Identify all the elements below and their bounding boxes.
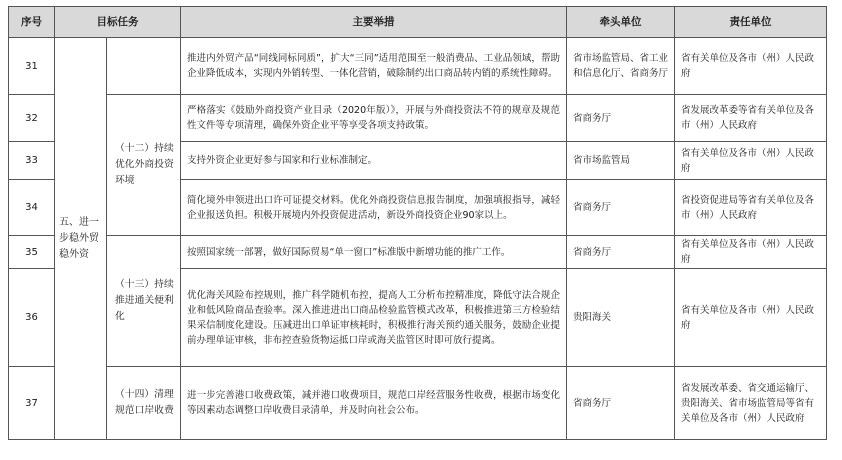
- lead-unit: 省商务厅: [567, 236, 675, 269]
- resp-unit: 省有关单位及各市（州）人民政府: [675, 236, 827, 269]
- subtask-14: （十四）清理规范口岸收费: [107, 367, 181, 440]
- lead-unit: 省市场监管局: [567, 142, 675, 180]
- table-header-row: [9, 7, 827, 38]
- row-number: 34: [9, 180, 55, 236]
- subtask-13: （十三）持续推进通关便利化: [107, 236, 181, 367]
- resp-unit: 省有关单位及各市（州）人民政府: [675, 269, 827, 367]
- task-table: [8, 6, 827, 440]
- subtask-12: （十二）持续优化外商投资环境: [107, 95, 181, 236]
- table-row: [9, 38, 827, 95]
- header-measure: 主要举措: [181, 7, 567, 38]
- resp-unit: 省有关单位及各市（州）人民政府: [675, 38, 827, 95]
- lead-unit: 贵阳海关: [567, 269, 675, 367]
- resp-unit: 省投资促进局等省有关单位及各市（州）人民政府: [675, 180, 827, 236]
- measure-text: 推进内外贸产品“同线同标同质”，扩大“三同”适用范围至一般消费品、工业品领域，帮助企业降低成本，实现内外销转型、一体化营销，破除制约出口商品转内销的系统性障碍。: [181, 38, 567, 95]
- measure-text: 优化海关风险布控规则，推广科学随机布控，提高人工分析布控精准度，降低守法合规企业和低风险商品查验率。深入推进进出口商品检验监管模式改革，积极推进第三方检验结果采信制度化建设。压减进出口单证审核耗时，积极推行海关预约通关服务，鼓励企业提前办理单证审核，非布控查验货物运抵口岸或海关监管区时即可放行提离。: [181, 269, 567, 367]
- row-number: 31: [9, 38, 55, 95]
- row-number: 32: [9, 95, 55, 142]
- measure-text: 支持外资企业更好参与国家和行业标准制定。: [181, 142, 567, 180]
- resp-unit: 省发展改革委等省有关单位及各市（州）人民政府: [675, 95, 827, 142]
- header-lead: 牵头单位: [567, 7, 675, 38]
- measure-text: 简化境外申领进出口许可证提交材料。优化外商投资信息报告制度，加强填报指导，减轻企业报送负担。积极开展境内外投资促进活动，新设外商投资企业90家以上。: [181, 180, 567, 236]
- resp-unit: 省有关单位及各市（州）人民政府: [675, 142, 827, 180]
- subtask-empty: [107, 38, 181, 95]
- goal-main: 五、进一步稳外贸稳外资: [55, 38, 107, 440]
- header-index: 序号: [9, 7, 55, 38]
- lead-unit: 省市场监管局、省工业和信息化厅、省商务厅: [567, 38, 675, 95]
- header-goal: 目标任务: [55, 7, 181, 38]
- measure-text: 进一步完善港口收费政策，减并港口收费项目，规范口岸经营服务性收费，根据市场变化等因素动态调整口岸收费目录清单，并及时向社会公布。: [181, 367, 567, 440]
- row-number: 37: [9, 367, 55, 440]
- lead-unit: 省商务厅: [567, 180, 675, 236]
- row-number: 33: [9, 142, 55, 180]
- row-number: 35: [9, 236, 55, 269]
- row-number: 36: [9, 269, 55, 367]
- resp-unit: 省发展改革委、省交通运输厅、贵阳海关、省市场监管局等省有关单位及各市（州）人民政府: [675, 367, 827, 440]
- lead-unit: 省商务厅: [567, 95, 675, 142]
- table-row: [9, 367, 827, 440]
- lead-unit: 省商务厅: [567, 367, 675, 440]
- measure-text: 严格落实《鼓励外商投资产业目录（2020年版）》，开展与外商投资法不符的规章及规范性文件等专项清理，确保外资企业平等享受各项支持政策。: [181, 95, 567, 142]
- header-resp: 责任单位: [675, 7, 827, 38]
- measure-text: 按照国家统一部署，做好国际贸易“单一窗口”标准版中新增功能的推广工作。: [181, 236, 567, 269]
- table-row: [9, 236, 827, 269]
- table-row: [9, 95, 827, 142]
